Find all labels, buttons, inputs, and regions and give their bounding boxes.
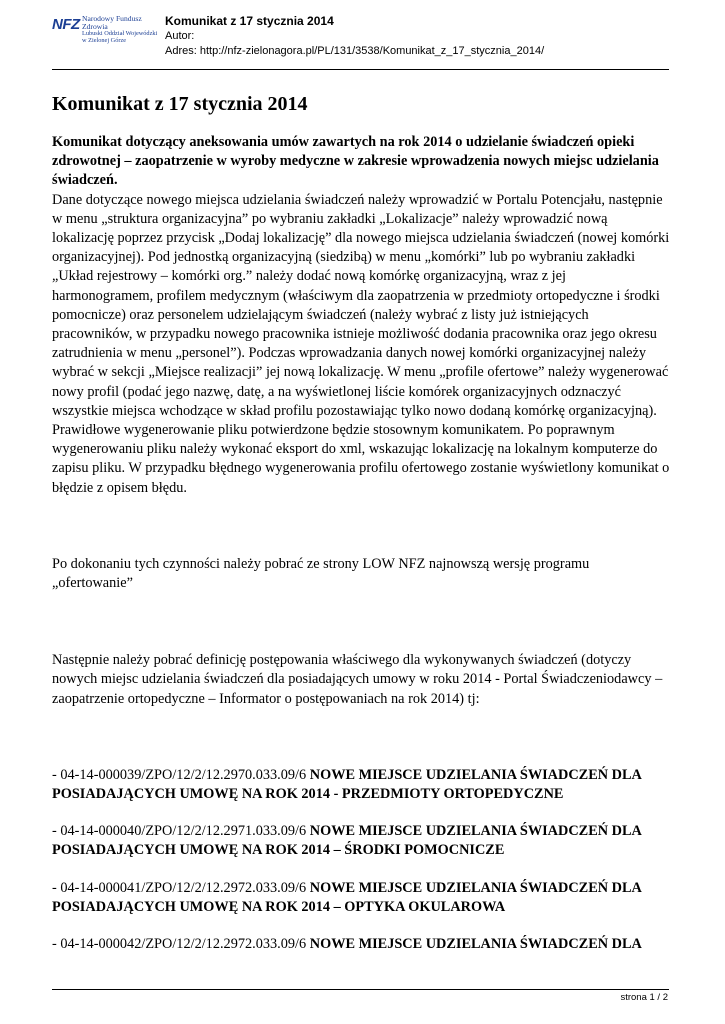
item-title: NOWE MIEJSCE UDZIELANIA ŚWIADCZEŃ DLA POSIADAJĄCYCH UMOWĘ NA ROK 2014 - PRZEDMIOTY ORTOPEDYCZNE (52, 766, 642, 803)
header-author: Autor: (165, 30, 195, 42)
item-code: - 04-14-000039/ZPO/12/2/12.2970.033.09/6 (52, 766, 310, 783)
item-code: - 04-14-000042/ZPO/12/2/12.2972.033.09/6 (52, 936, 310, 953)
header-info (165, 14, 544, 59)
spacer (52, 709, 670, 766)
page-header (52, 12, 672, 68)
item-code: - 04-14-000041/ZPO/12/2/12.2972.033.09/6 (52, 879, 310, 896)
footer-divider (52, 989, 669, 990)
nfz-logo (52, 14, 162, 44)
page-number: strona 1 / 2 (620, 992, 668, 1003)
list-item (52, 935, 670, 954)
page-title: Komunikat z 17 stycznia 2014 (52, 93, 308, 115)
header-divider (52, 69, 669, 70)
item-code: - 04-14-000040/ZPO/12/2/12.2971.033.09/6 (52, 823, 310, 840)
spacer (52, 593, 670, 651)
logo-mark: NFZ (52, 16, 80, 33)
header-address: Adres: http://nfz-zielonagora.pl/PL/131/3538/Komunikat_z_17_stycznia_2014/ (165, 45, 545, 57)
body-paragraph-3: Następnie należy pobrać definicję postępowania właściwego dla wykonywanych świadczeń (dotyczy nowych miejsc udzielania świadczeń dla posiadających umowy w roku 2014 - Portal Świadczeniodawcy – zaopatrzenie ortopedyczne – Informator o postępowaniach na rok 2014) tj: (52, 652, 663, 707)
logo-line-1: Narodowy Fundusz Zdrowia (82, 14, 142, 31)
list-item (52, 822, 670, 860)
list-item (52, 879, 670, 917)
header-title: Komunikat z 17 stycznia 2014 (165, 14, 334, 28)
lead-paragraph: Komunikat dotyczący aneksowania umów zawartych na rok 2014 o udzielanie świadczeń opieki zdrowotnej – zaopatrzenie w wyroby medyczne w zakresie wprowadzenia nowych miejsc udzielania świadczeń. (52, 134, 659, 189)
spacer (52, 498, 670, 555)
item-title: NOWE MIEJSCE UDZIELANIA ŚWIADCZEŃ DLA (309, 936, 642, 953)
body-paragraph-2: Po dokonaniu tych czynności należy pobrać ze strony LOW NFZ najnowszą wersję programu „ofertowanie” (52, 555, 590, 592)
main-content (52, 92, 670, 972)
body-paragraph-1: Dane dotyczące nowego miejsca udzielania świadczeń należy wprowadzić w Portalu Potencjału, następnie w menu „struktura organizacyjna” po wybraniu zakładki „Lokalizacje” należy wprowadzić nową lokalizację poprzez przycisk „Dodaj lokalizację” dla nowego miejsca udzielania świadczeń (nowej komórki organizacyjnej). Pod jednostką organizacyjną (siedzibą) w menu „komórki” lub po wybraniu zakładki „Układ rejestrowy – komórki org.” należy dodać nową komórkę organizacyjną, wraz z jej harmonogramem, profilem medycznym (właściwym dla zaopatrzenia w przedmioty ortopedyczne i środki pomocnicze) oraz personelem udzielającym świadczeń (należy wybrać z listy już istniejących pracowników, w przypadku nowego pracownika istnieje możliwość dodania pracownika oraz jego okresu zatrudnienia w menu „personel”). Podczas wprowadzania danych nowej komórki organizacyjnej należy wybrać w sekcji „Miejsce realizacji” jej nową lokalizację. W menu „profile ofertowe” należy wygenerować nowy profil (podać jego nazwę, datę, a na wyświetlonej liście komórek organizacyjnych odznaczyć wszystkie miejsca wchodzące w skład profilu pozostawiając tylko nowo dodaną komórkę organizacyjną). Prawidłowe wygenerowanie pliku potwierdzone będzie stosownym komunikatem. Po poprawnym wygenerowaniu pliku należy wykonać eksport do xml, wskazując lokalizację na lokalnym komputerze do zapisu pliku. W przypadku błędnego wygenerowania profilu ofertowego zostanie wyświetlony komunikat o błędzie z opisem błędu. (52, 191, 670, 496)
article-body (52, 133, 670, 954)
item-title: NOWE MIEJSCE UDZIELANIA ŚWIADCZEŃ DLA POSIADAJĄCYCH UMOWĘ NA ROK 2014 – OPTYKA OKULAROWA (52, 879, 642, 915)
logo-text (82, 15, 162, 44)
item-title: NOWE MIEJSCE UDZIELANIA ŚWIADCZEŃ DLA POSIADAJĄCYCH UMOWĘ NA ROK 2014 – ŚRODKI POMOCNICZE (52, 823, 642, 859)
list-item (52, 766, 670, 804)
logo-line-2: Lubuski Oddział Wojewódzki w Zielonej Górze (82, 30, 158, 44)
